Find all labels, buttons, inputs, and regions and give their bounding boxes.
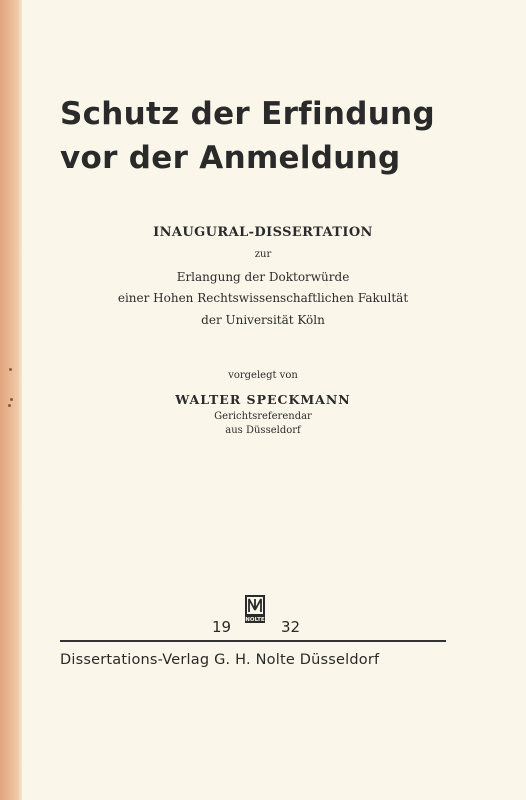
year-left: 19 bbox=[212, 618, 232, 636]
title-line-2: vor der Anmeldung bbox=[60, 140, 401, 176]
publisher-logo bbox=[244, 594, 266, 624]
divider-rule bbox=[60, 640, 446, 642]
publisher-name: Dissertations-Verlag G. H. Nolte Düsseldorf bbox=[60, 652, 380, 668]
presented-by-text: vorgelegt von bbox=[228, 370, 298, 381]
purpose-line-2: einer Hohen Rechtswissenschaftlichen Fakultät bbox=[117, 291, 409, 305]
title-line-1: Schutz der Erfindung bbox=[60, 96, 435, 132]
logo-text: NOLTE bbox=[245, 617, 265, 623]
dissertation-heading: INAUGURAL-DISSERTATION bbox=[153, 225, 373, 240]
purpose-line-3: der Universität Köln bbox=[201, 313, 325, 327]
author-name: WALTER SPECKMANN bbox=[175, 392, 351, 407]
year-right: 32 bbox=[281, 618, 301, 636]
purpose-line-1: Erlangung der Doktorwürde bbox=[176, 270, 350, 284]
author-origin: aus Düsseldorf bbox=[225, 425, 301, 436]
author-position: Gerichtsreferendar bbox=[214, 411, 312, 422]
zur-text: zur bbox=[254, 249, 272, 260]
